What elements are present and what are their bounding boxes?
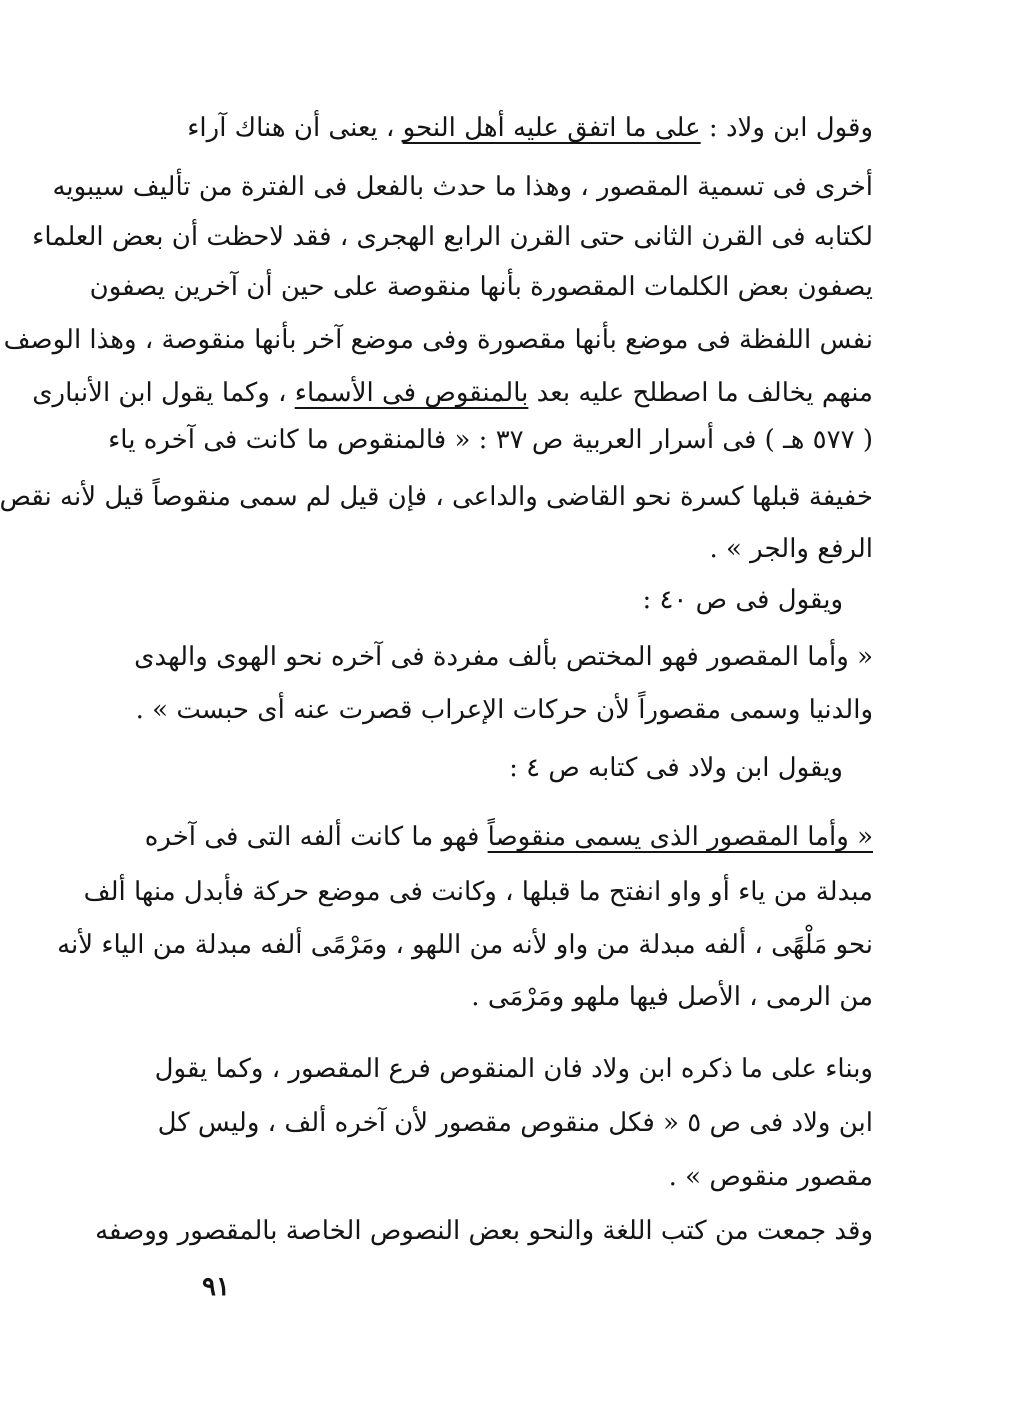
text-line xyxy=(134,637,873,677)
text-line xyxy=(95,1211,873,1251)
underlined-phrase: بالمنقوص فى الأسماء xyxy=(294,378,529,408)
text-line xyxy=(57,925,873,965)
underlined-phrase: « وأما المقصور الذى يسمى منقوصاً xyxy=(487,822,873,852)
text-segment: ، يعنى أن هناك آراء xyxy=(187,113,403,143)
text-segment: « وأما المقصور فهو المختص بألف مفردة فى آخره نحو الهوى والهدى xyxy=(134,642,873,672)
text-line xyxy=(0,477,873,517)
text-line xyxy=(144,817,873,857)
text-line xyxy=(108,420,873,460)
text-segment: يصفون بعض الكلمات المقصورة بأنها منقوصة على حين أن آخرين يصفون xyxy=(89,272,873,302)
text-line xyxy=(187,108,873,148)
text-segment: وقول ابن ولاد : xyxy=(700,113,873,143)
text-line xyxy=(209,529,873,569)
text-segment: من الرمى ، الأصل فيها ملهو ومَرْمَى . xyxy=(471,982,873,1012)
text-line xyxy=(209,1157,873,1197)
text-segment: وقد جمعت من كتب اللغة والنحو بعض النصوص الخاصة بالمقصور ووصفه xyxy=(95,1216,873,1246)
text-line xyxy=(209,580,843,620)
text-segment: فهو ما كانت ألفه التى فى آخره xyxy=(144,822,488,852)
text-segment: نحو مَلْهًى ، ألفه مبدلة من واو لأنه من اللهو ، ومَرْمًى ألفه مبدلة من الياء لأنه xyxy=(57,930,873,960)
text-line xyxy=(32,373,873,413)
text-line xyxy=(89,267,873,307)
text-line xyxy=(3,320,873,360)
text-segment: ويقول فى ص ٤٠ : xyxy=(642,585,843,615)
text-line xyxy=(157,1103,873,1143)
text-segment: أخرى فى تسمية المقصور ، وهذا ما حدث بالفعل فى الفترة من تأليف سيبويه xyxy=(52,172,873,202)
text-segment: ، وكما يقول ابن الأنبارى xyxy=(32,378,295,408)
page-number: ٩١ xyxy=(202,1272,230,1302)
text-segment: منهم يخالف ما اصطلح عليه بعد xyxy=(528,378,873,408)
text-line xyxy=(135,690,873,730)
underlined-phrase: على ما اتفق عليه أهل النحو xyxy=(402,113,701,143)
text-segment: خفيفة قبلها كسرة نحو القاضى والداعى ، فإن قيل لم سمى منقوصاً قيل لأنه نقص xyxy=(0,482,873,512)
text-segment: الرفع والجر » . xyxy=(709,534,873,564)
text-line xyxy=(52,167,873,207)
text-segment: لكتابه فى القرن الثانى حتى القرن الرابع الهجرى ، فقد لاحظت أن بعض العلماء xyxy=(32,222,873,252)
text-segment: ويقول ابن ولاد فى كتابه ص ٤ : xyxy=(509,753,843,783)
text-line xyxy=(154,1049,873,1089)
text-line xyxy=(32,217,873,257)
text-line xyxy=(209,977,873,1017)
text-segment: مبدلة من ياء أو واو انفتح ما قبلها ، وكانت فى موضع حركة فأبدل منها ألف xyxy=(83,877,873,907)
text-line xyxy=(209,748,843,788)
text-segment: مقصور منقوص » . xyxy=(668,1162,873,1192)
text-segment: ابن ولاد فى ص ٥ « فكل منقوص مقصور لأن آخره ألف ، وليس كل xyxy=(157,1108,873,1138)
text-segment: نفس اللفظة فى موضع بأنها مقصورة وفى موضع آخر بأنها منقوصة ، وهذا الوصف xyxy=(3,325,873,355)
text-segment: ( ٥٧٧ هـ ) فى أسرار العربية ص ٣٧ : « فالمنقوص ما كانت فى آخره ياء xyxy=(108,425,873,455)
text-segment: وبناء على ما ذكره ابن ولاد فان المنقوص فرع المقصور ، وكما يقول xyxy=(154,1054,873,1084)
text-line xyxy=(83,872,873,912)
text-segment: والدنيا وسمى مقصوراً لأن حركات الإعراب قصرت عنه أى حبست » . xyxy=(135,695,873,725)
